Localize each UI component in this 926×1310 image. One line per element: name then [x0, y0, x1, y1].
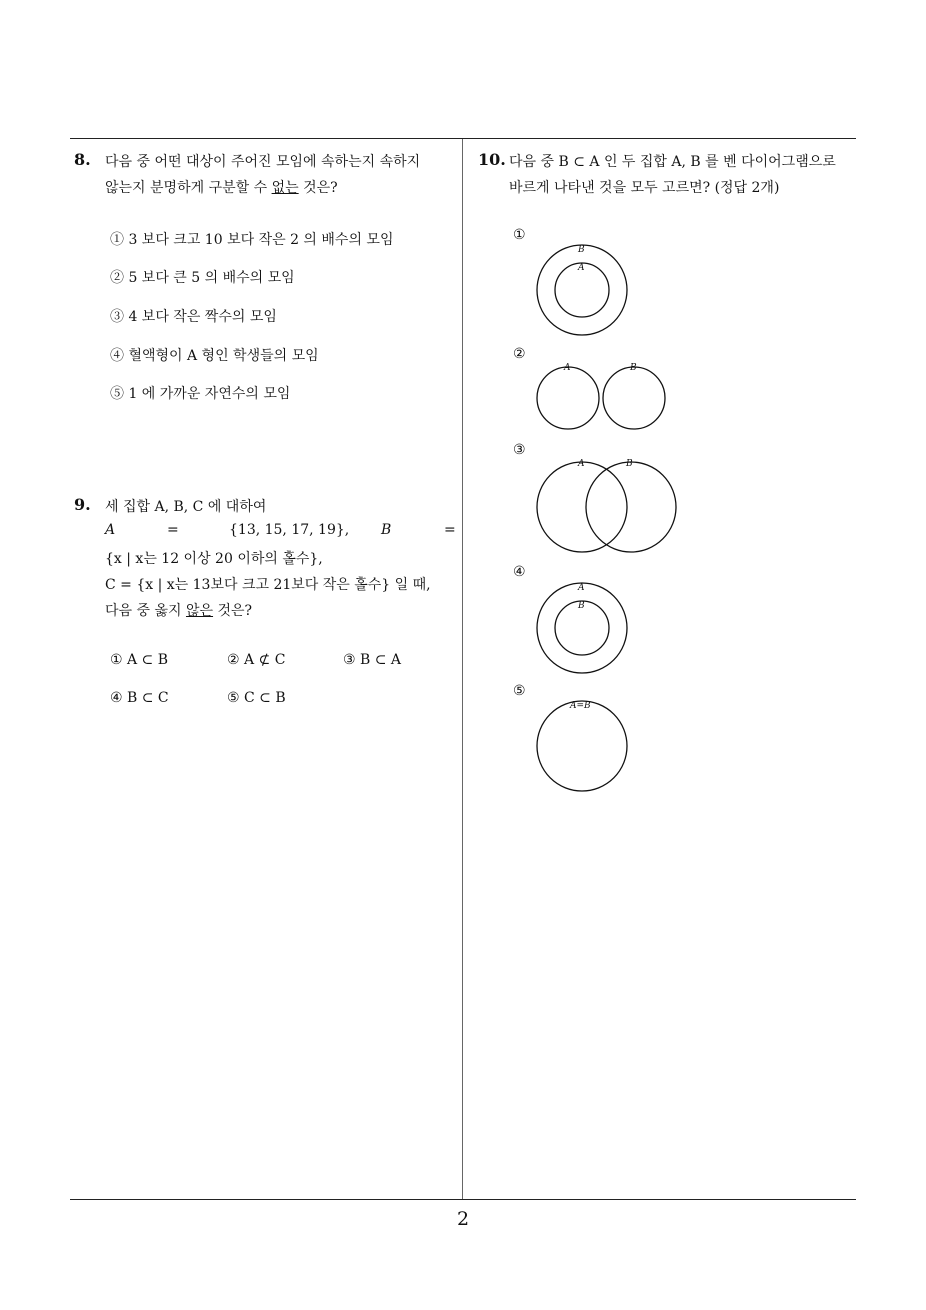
diagram-1-outer-circle [537, 245, 627, 335]
question-10-line2: 바르게 나타낸 것을 모두 고르면? (정답 2개) [509, 180, 780, 196]
diagram-4-label-inner: B [578, 601, 585, 611]
question-9-number: 9. [74, 495, 91, 514]
diagram-5-circle [537, 701, 627, 791]
diagram-4-outer-circle [537, 583, 627, 673]
diagram-1-marker: ① [513, 227, 526, 243]
question-9-line5: 다음 중 옳지 않은 것은? [105, 603, 253, 619]
column-divider [462, 139, 463, 1199]
page-number: 2 [456, 1208, 470, 1230]
diagram-2-label-b: B [630, 363, 637, 373]
diagram-3-label-b: B [626, 459, 633, 469]
question-9-set-a: {13, 15, 17, 19}, [229, 522, 350, 538]
diagram-2-venn [530, 360, 675, 435]
question-10-number: 10. [478, 150, 506, 169]
bottom-rule [70, 1199, 856, 1200]
question-8-option-5: ⑤ 1 에 가까운 자연수의 모임 [110, 386, 291, 402]
diagram-3-label-a: A [578, 459, 585, 469]
diagram-5-venn [530, 694, 640, 794]
diagram-3-venn [530, 455, 685, 555]
question-8-option-1: ① 3 보다 크고 10 보다 작은 2 의 배수의 모임 [110, 232, 394, 248]
diagram-3-marker: ③ [513, 442, 526, 458]
question-8-line1: 다음 중 어떤 대상이 주어진 모임에 속하는지 속하지 [105, 154, 421, 170]
diagram-1-label-outer: B [578, 245, 585, 255]
top-rule [70, 138, 856, 139]
diagram-2-marker: ② [513, 346, 526, 362]
diagram-1-label-inner: A [578, 263, 585, 273]
question-8-option-2: ② 5 보다 큰 5 의 배수의 모임 [110, 270, 295, 286]
diagram-2-circle-a [537, 367, 599, 429]
diagram-4-venn [530, 576, 640, 676]
diagram-5-marker: ⑤ [513, 683, 526, 699]
question-8-option-4: ④ 혈액형이 A 형인 학생들의 모임 [110, 348, 319, 364]
question-8-option-3: ③ 4 보다 작은 짝수의 모임 [110, 309, 277, 325]
question-9-line1: 세 집합 A, B, C 에 대하여 [105, 499, 267, 515]
question-8-line2: 않는지 분명하게 구분할 수 없는 것은? [105, 180, 338, 196]
question-9-var-a: A [105, 522, 116, 538]
diagram-5-label: A=B [570, 701, 591, 711]
diagram-2-circle-b [603, 367, 665, 429]
question-9-var-b: B [381, 522, 392, 538]
question-10-line1: 다음 중 B ⊂ A 인 두 집합 A, B 를 벤 다이어그램으로 [509, 154, 836, 170]
question-9-option-2: ② A ⊄ C [227, 652, 286, 668]
diagram-3-circle-a [537, 462, 627, 552]
question-9-option-1: ① A ⊂ B [110, 652, 169, 668]
question-8-number: 8. [74, 150, 91, 169]
question-9-line3: {x | x는 12 이상 20 이하의 홀수}, [105, 551, 323, 567]
diagram-4-label-outer: A [578, 583, 585, 593]
diagram-2-label-a: A [564, 363, 571, 373]
question-9-eq-2: = [444, 522, 456, 538]
question-9-option-5: ⑤ C ⊂ B [227, 690, 286, 706]
diagram-1-venn [530, 238, 640, 338]
question-9-option-3: ③ B ⊂ A [343, 652, 402, 668]
question-9-eq-1: = [167, 522, 179, 538]
diagram-4-marker: ④ [513, 564, 526, 580]
question-9-line4: C = {x | x는 13보다 크고 21보다 작은 홀수} 일 때, [105, 577, 431, 593]
diagram-3-circle-b [586, 462, 676, 552]
question-9-option-4: ④ B ⊂ C [110, 690, 169, 706]
